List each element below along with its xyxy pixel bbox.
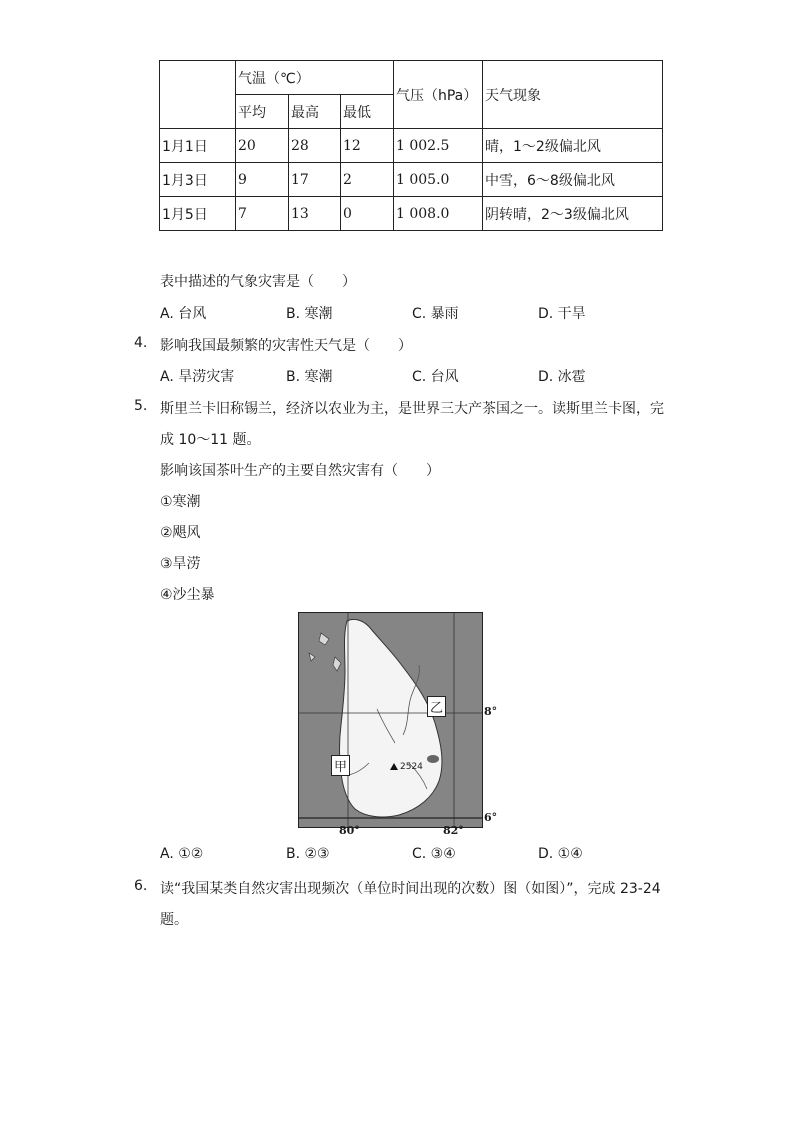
lon-82-label: 82° xyxy=(443,824,464,837)
cell-pressure: 1 005.0 xyxy=(394,163,483,197)
q6-number: 6. xyxy=(134,878,148,894)
q5-item-4: ④沙尘暴 xyxy=(160,587,215,603)
table-corner-cell xyxy=(160,61,236,129)
q3-option-c[interactable]: C. 暴雨 xyxy=(412,306,459,322)
q5-item-3: ③旱涝 xyxy=(160,556,201,572)
header-min: 最低 xyxy=(341,95,394,129)
q3-option-b[interactable]: B. 寒潮 xyxy=(286,306,333,322)
weather-table xyxy=(159,60,663,231)
q4-number: 4. xyxy=(134,335,148,351)
q5-option-d[interactable]: D. ①④ xyxy=(538,846,583,862)
header-temperature: 气温（℃） xyxy=(236,61,394,95)
label-yi: 乙 xyxy=(427,696,446,717)
header-max: 最高 xyxy=(289,95,341,129)
q4-option-d[interactable]: D. 冰雹 xyxy=(538,369,586,385)
peak-elevation: 2524 xyxy=(400,762,423,772)
q5-option-a[interactable]: A. ①② xyxy=(160,846,204,862)
map-graphic xyxy=(299,613,482,827)
q5-stem: 影响该国茶叶生产的主要自然灾害有（ ） xyxy=(160,463,440,479)
q3-stem: 表中描述的气象灾害是（ ） xyxy=(160,274,356,290)
q6-line2: 题。 xyxy=(160,912,188,928)
cell-avg: 20 xyxy=(236,129,289,163)
label-jia: 甲 xyxy=(331,755,350,776)
cell-min: 12 xyxy=(341,129,394,163)
cell-pressure: 1 008.0 xyxy=(394,197,483,231)
header-weather: 天气现象 xyxy=(483,61,663,129)
q5-number: 5. xyxy=(134,398,148,414)
cell-max: 13 xyxy=(289,197,341,231)
q5-intro-line1: 斯里兰卡旧称锡兰，经济以农业为主，是世界三大产茶国之一。读斯里兰卡图，完 xyxy=(160,401,664,417)
sri-lanka-map xyxy=(298,612,483,828)
q5-item-1: ①寒潮 xyxy=(160,494,201,510)
cell-pressure: 1 002.5 xyxy=(394,129,483,163)
cell-max: 17 xyxy=(289,163,341,197)
header-pressure: 气压（hPa） xyxy=(394,61,483,129)
q5-option-b[interactable]: B. ②③ xyxy=(286,846,330,862)
cell-avg: 9 xyxy=(236,163,289,197)
cell-min: 2 xyxy=(341,163,394,197)
q3-option-d[interactable]: D. 干旱 xyxy=(538,306,586,322)
q4-option-c[interactable]: C. 台风 xyxy=(412,369,459,385)
header-avg: 平均 xyxy=(236,95,289,129)
q6-line1: 读“我国某类自然灾害出现频次（单位时间出现的次数）图（如图）”，完成 23-24 xyxy=(160,881,661,897)
lat-8-label: 8° xyxy=(484,705,498,718)
q5-item-2: ②飓风 xyxy=(160,525,201,541)
cell-date: 1月3日 xyxy=(160,163,236,197)
cell-date: 1月1日 xyxy=(160,129,236,163)
cell-avg: 7 xyxy=(236,197,289,231)
q4-stem: 影响我国最频繁的灾害性天气是（ ） xyxy=(160,338,412,354)
lat-6-label: 6° xyxy=(484,811,498,824)
cell-weather: 中雪，6～8级偏北风 xyxy=(483,163,663,197)
q5-option-c[interactable]: C. ③④ xyxy=(412,846,456,862)
cell-weather: 阴转晴，2～3级偏北风 xyxy=(483,197,663,231)
cell-date: 1月5日 xyxy=(160,197,236,231)
table-row xyxy=(160,129,663,163)
q4-option-b[interactable]: B. 寒潮 xyxy=(286,369,333,385)
q5-intro-line2: 成 10～11 题。 xyxy=(160,432,261,448)
cell-max: 28 xyxy=(289,129,341,163)
cell-min: 0 xyxy=(341,197,394,231)
q3-option-a[interactable]: A. 台风 xyxy=(160,306,207,322)
table-row xyxy=(160,163,663,197)
lon-80-label: 80° xyxy=(339,824,360,837)
q4-option-a[interactable]: A. 旱涝灾害 xyxy=(160,369,235,385)
cell-weather: 晴，1～2级偏北风 xyxy=(483,129,663,163)
table-row xyxy=(160,197,663,231)
